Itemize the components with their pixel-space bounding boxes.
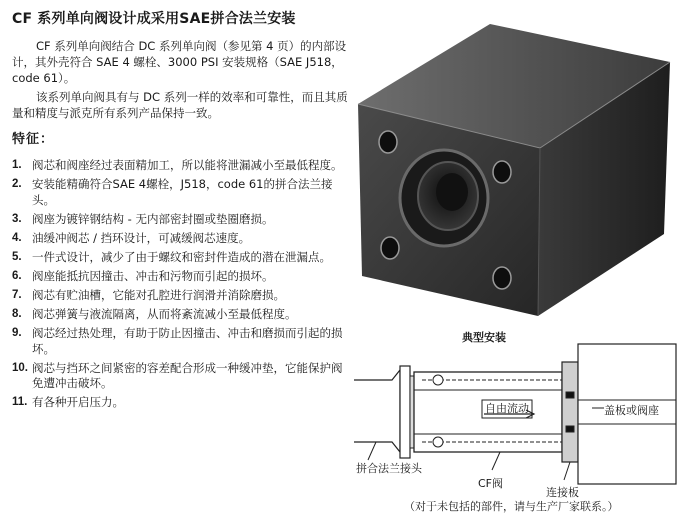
feature-item	[12, 326, 344, 357]
feature-number: 4.	[12, 231, 22, 244]
feature-text: 阀座能抵抗因撞击、冲击和污物而引起的损坏。	[32, 268, 274, 283]
feature-number: 7.	[12, 289, 22, 302]
feature-text: 安装能精确符合SAE 4螺栓，J518，code 61的拼合法兰接头。	[32, 177, 333, 207]
feature-text: 一件式设计，减少了由于螺纹和密封件造成的潜在泄漏点。	[32, 249, 331, 264]
feature-text: 阀芯与挡环之间紧密的容差配合形成一种缓冲垫，它能保护阀免遭冲击破坏。	[32, 360, 343, 391]
feature-text: 阀座为镀锌钢结构 - 无内部密封圈或垫圈磨损。	[32, 211, 274, 226]
feature-item	[12, 307, 344, 323]
page-title: CF 系列单向阀设计成采用SAE拼合法兰安装	[12, 11, 296, 27]
feature-number: 8.	[12, 308, 22, 321]
feature-item	[12, 395, 344, 411]
feature-number: 2.	[12, 178, 22, 191]
feature-text: 有各种开启压力。	[32, 395, 124, 410]
split-flange	[400, 366, 410, 458]
feature-text: 阀芯和阀座经过表面精加工，所以能将泄漏减小至最低程度。	[32, 158, 343, 172]
bolt-hole	[381, 237, 399, 259]
pipe-outline	[354, 370, 400, 452]
features-list	[12, 158, 344, 415]
feature-item	[12, 177, 344, 208]
valve-block-photo	[352, 16, 678, 326]
feature-text: 阀芯有贮油槽，它能对孔腔进行润滑并消除磨损。	[32, 288, 285, 303]
intro-paragraph: CF 系列单向阀结合 DC 系列单向阀（参见第 4 页）的内部设计，其外壳符合 SAE 4 螺栓、3000 PSI 安装规格（SAE J518，code 61）。	[12, 39, 347, 85]
bolt-hole	[493, 161, 511, 183]
feature-text: 油缓冲阀芯 / 挡环设计，可减缓阀芯速度。	[32, 230, 251, 245]
feature-number: 1.	[12, 159, 22, 171]
flow-label: 自由流动	[485, 402, 529, 415]
installation-diagram	[352, 342, 678, 507]
feature-item	[12, 212, 344, 228]
cover-label: 盖板或阀座	[604, 404, 659, 417]
flange-label: 拼合法兰接头	[356, 462, 422, 475]
feature-item	[12, 361, 344, 392]
feature-number: 6.	[12, 269, 22, 282]
feature-item	[12, 231, 344, 247]
feature-number: 11.	[12, 396, 28, 409]
bolt-hole	[493, 267, 511, 289]
feature-number: 10.	[12, 361, 28, 374]
feature-text: 阀芯经过热处理，有助于防止因撞击、冲击和磨损而引起的损坏。	[32, 326, 343, 356]
intro-paragraph: 该系列单向阀具有与 DC 系列一样的效率和可靠性，而且其质量和精度与派克所有系列产品保持一致。	[12, 90, 348, 120]
connecting-plate	[562, 362, 578, 462]
intro-section	[12, 38, 356, 121]
photo-caption: 典型安装	[462, 331, 506, 344]
footnote: （对于未包括的部件，请与生产厂家联系。）	[404, 500, 619, 513]
valve-label: CF阀	[478, 477, 504, 490]
feature-text: 阀芯弹簧与液流隔离，从而将紊流减小至最低程度。	[32, 307, 297, 322]
plate-label: 连接板	[546, 486, 579, 499]
feature-item	[12, 250, 344, 266]
feature-item	[12, 269, 344, 285]
bolt-hole	[379, 131, 397, 153]
feature-number: 3.	[12, 212, 22, 225]
features-heading: 特征：	[12, 132, 55, 147]
feature-item	[12, 288, 344, 304]
feature-number: 9.	[12, 327, 22, 340]
feature-number: 5.	[12, 250, 22, 263]
feature-item	[12, 158, 344, 174]
